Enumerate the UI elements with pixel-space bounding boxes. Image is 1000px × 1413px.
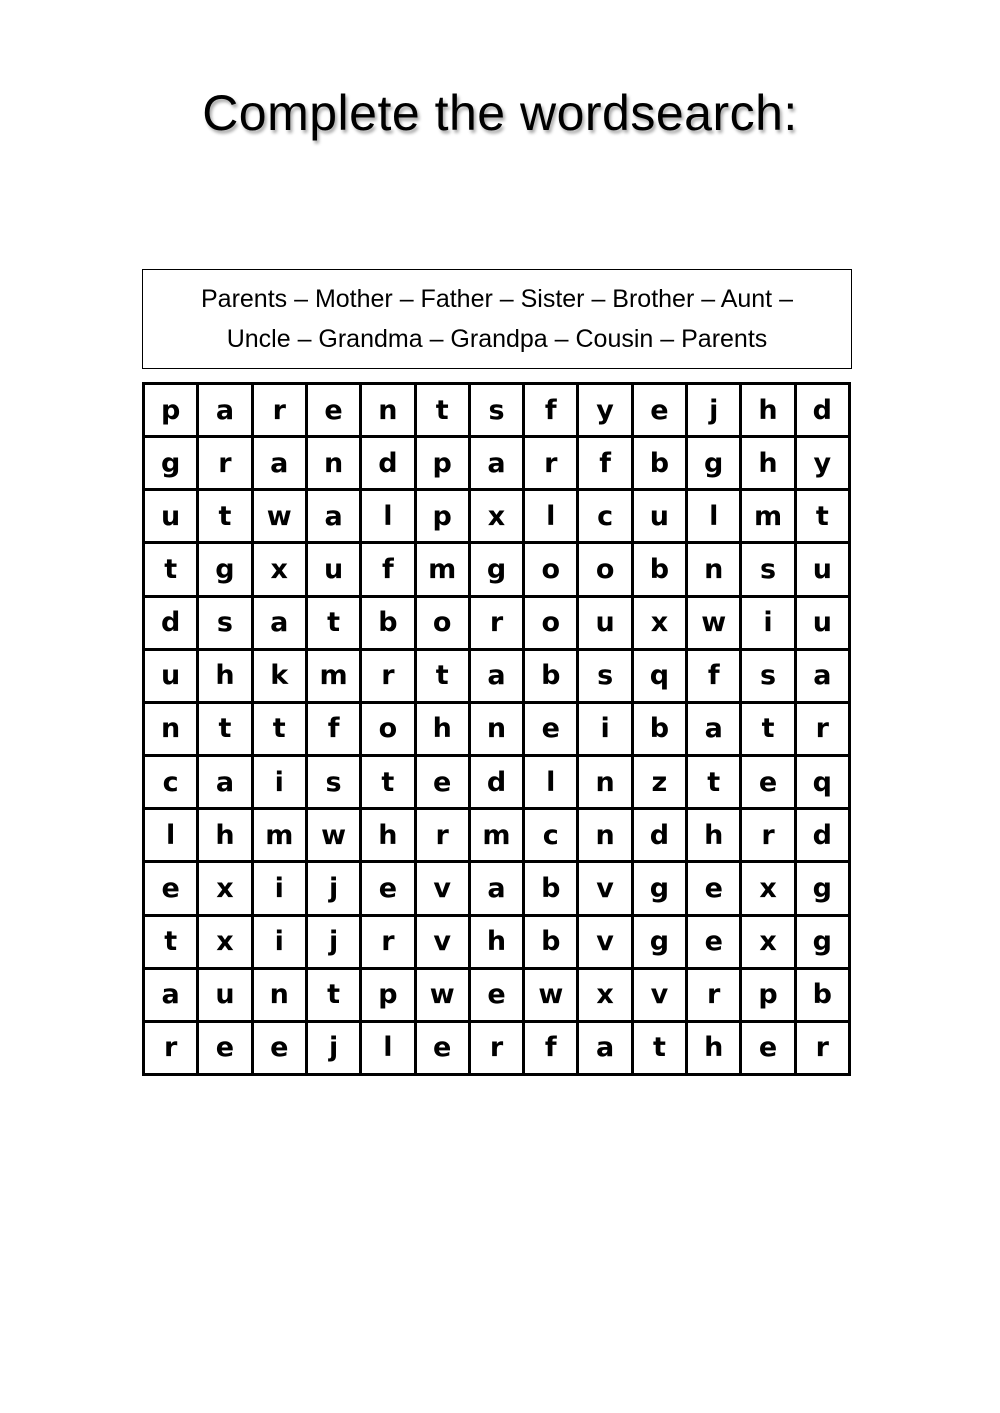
grid-cell[interactable]: s [308, 757, 359, 807]
grid-cell[interactable]: j [688, 385, 739, 435]
word-list-line-1: Parents – Mother – Father – Sister – Brother – Aunt – [201, 285, 793, 313]
grid-cell[interactable]: g [634, 917, 685, 967]
grid-cell[interactable]: h [199, 810, 250, 860]
grid-cell[interactable]: q [797, 757, 848, 807]
grid-cell[interactable]: b [797, 970, 848, 1020]
grid-cell[interactable]: x [254, 544, 305, 594]
grid-cell[interactable]: r [471, 598, 522, 648]
grid-cell[interactable]: l [145, 810, 196, 860]
grid-cell[interactable]: e [362, 863, 413, 913]
grid-cell[interactable]: x [742, 863, 793, 913]
grid-cell[interactable]: j [308, 1023, 359, 1073]
grid-cell[interactable]: h [688, 810, 739, 860]
grid-cell[interactable]: o [417, 598, 468, 648]
grid-cell[interactable]: r [688, 970, 739, 1020]
grid-cell[interactable]: h [362, 810, 413, 860]
grid-cell[interactable]: x [199, 863, 250, 913]
grid-cell[interactable]: n [471, 704, 522, 754]
grid-cell[interactable]: p [417, 491, 468, 541]
grid-cell[interactable]: t [145, 544, 196, 594]
grid-cell[interactable]: b [362, 598, 413, 648]
grid-cell[interactable]: x [634, 598, 685, 648]
grid-cell[interactable]: d [145, 598, 196, 648]
grid-cell[interactable]: h [742, 438, 793, 488]
grid-cell[interactable]: s [471, 385, 522, 435]
grid-cell[interactable]: e [199, 1023, 250, 1073]
grid-cell[interactable]: b [525, 863, 576, 913]
grid-cell[interactable]: h [417, 704, 468, 754]
grid-cell[interactable]: e [742, 757, 793, 807]
grid-cell[interactable]: u [634, 491, 685, 541]
grid-cell[interactable]: t [688, 757, 739, 807]
grid-cell[interactable]: e [742, 1023, 793, 1073]
grid-cell[interactable]: h [199, 651, 250, 701]
wordsearch-grid [142, 382, 851, 1076]
grid-cell[interactable]: a [199, 385, 250, 435]
grid-cell[interactable]: m [742, 491, 793, 541]
grid-cell[interactable]: t [145, 917, 196, 967]
grid-cell[interactable]: f [579, 438, 630, 488]
grid-cell[interactable]: i [742, 598, 793, 648]
page-title: Complete the wordsearch: [202, 85, 798, 141]
grid-cell[interactable]: t [308, 970, 359, 1020]
grid-cell[interactable]: a [471, 651, 522, 701]
grid-cell[interactable]: w [688, 598, 739, 648]
grid-cell[interactable]: p [742, 970, 793, 1020]
grid-cell[interactable]: r [471, 1023, 522, 1073]
grid-cell[interactable]: r [362, 917, 413, 967]
grid-cell[interactable]: j [308, 863, 359, 913]
grid-cell[interactable]: d [797, 810, 848, 860]
grid-cell[interactable]: r [362, 651, 413, 701]
grid-cell[interactable]: r [797, 1023, 848, 1073]
grid-cell[interactable]: d [362, 438, 413, 488]
grid-cell[interactable]: f [525, 385, 576, 435]
grid-cell[interactable]: t [254, 704, 305, 754]
grid-cell[interactable]: x [471, 491, 522, 541]
grid-cell[interactable]: n [579, 810, 630, 860]
grid-cell[interactable]: b [525, 651, 576, 701]
grid-cell[interactable]: b [634, 438, 685, 488]
grid-cell[interactable]: g [797, 863, 848, 913]
grid-cell[interactable]: a [254, 438, 305, 488]
grid-cell[interactable]: a [199, 757, 250, 807]
grid-cell[interactable]: d [634, 810, 685, 860]
grid-cell[interactable]: l [362, 1023, 413, 1073]
grid-cell[interactable]: i [254, 863, 305, 913]
grid-cell[interactable]: n [579, 757, 630, 807]
grid-cell[interactable]: p [417, 438, 468, 488]
grid-cell[interactable]: v [417, 863, 468, 913]
grid-cell[interactable]: o [525, 544, 576, 594]
grid-cell[interactable]: x [742, 917, 793, 967]
grid-cell[interactable]: i [254, 917, 305, 967]
grid-cell[interactable]: v [579, 917, 630, 967]
grid-cell[interactable]: a [579, 1023, 630, 1073]
grid-cell[interactable]: u [199, 970, 250, 1020]
grid-cell[interactable]: s [742, 544, 793, 594]
grid-cell[interactable]: e [471, 970, 522, 1020]
grid-cell[interactable]: t [199, 491, 250, 541]
grid-cell[interactable]: c [145, 757, 196, 807]
grid-cell[interactable]: s [199, 598, 250, 648]
grid-cell[interactable]: a [145, 970, 196, 1020]
grid-cell[interactable]: r [525, 438, 576, 488]
grid-cell[interactable]: f [688, 651, 739, 701]
grid-cell[interactable]: h [742, 385, 793, 435]
grid-cell[interactable]: g [471, 544, 522, 594]
grid-cell[interactable]: l [525, 491, 576, 541]
grid-cell[interactable]: m [471, 810, 522, 860]
grid-cell[interactable]: u [145, 491, 196, 541]
grid-cell[interactable]: n [308, 438, 359, 488]
grid-cell[interactable]: n [688, 544, 739, 594]
grid-cell[interactable]: d [471, 757, 522, 807]
grid-cell[interactable]: u [308, 544, 359, 594]
grid-cell[interactable]: m [417, 544, 468, 594]
grid-cell[interactable]: z [634, 757, 685, 807]
grid-cell[interactable]: e [417, 757, 468, 807]
grid-cell[interactable]: c [525, 810, 576, 860]
grid-cell[interactable]: y [797, 438, 848, 488]
grid-cell[interactable]: a [254, 598, 305, 648]
grid-cell[interactable]: v [634, 970, 685, 1020]
word-list-box [142, 269, 852, 369]
grid-cell[interactable]: a [308, 491, 359, 541]
grid-cell[interactable]: i [254, 757, 305, 807]
grid-cell[interactable]: t [797, 491, 848, 541]
grid-cell[interactable]: n [145, 704, 196, 754]
grid-cell[interactable]: w [525, 970, 576, 1020]
grid-cell[interactable]: x [199, 917, 250, 967]
grid-cell[interactable]: e [254, 1023, 305, 1073]
grid-cell[interactable]: h [471, 917, 522, 967]
grid-cell[interactable]: l [688, 491, 739, 541]
grid-cell[interactable]: l [525, 757, 576, 807]
grid-cell[interactable]: f [308, 704, 359, 754]
grid-cell[interactable]: m [308, 651, 359, 701]
grid-cell[interactable]: a [471, 863, 522, 913]
grid-cell[interactable]: t [308, 598, 359, 648]
grid-cell[interactable]: w [254, 491, 305, 541]
grid-cell[interactable]: t [199, 704, 250, 754]
grid-cell[interactable]: g [797, 917, 848, 967]
grid-cell[interactable]: g [199, 544, 250, 594]
grid-cell[interactable]: r [254, 385, 305, 435]
grid-cell[interactable]: e [688, 863, 739, 913]
grid-cell[interactable]: q [634, 651, 685, 701]
grid-cell[interactable]: f [362, 544, 413, 594]
grid-cell[interactable]: t [417, 651, 468, 701]
grid-cell[interactable]: n [362, 385, 413, 435]
grid-cell[interactable]: w [308, 810, 359, 860]
grid-cell[interactable]: o [525, 598, 576, 648]
grid-cell[interactable]: d [797, 385, 848, 435]
grid-cell[interactable]: w [417, 970, 468, 1020]
grid-cell[interactable]: y [579, 385, 630, 435]
grid-cell[interactable]: m [254, 810, 305, 860]
grid-cell[interactable]: a [471, 438, 522, 488]
grid-cell[interactable]: p [145, 385, 196, 435]
grid-cell[interactable]: e [525, 704, 576, 754]
grid-cell[interactable]: b [634, 544, 685, 594]
grid-cell[interactable]: o [579, 544, 630, 594]
grid-cell[interactable]: g [688, 438, 739, 488]
grid-cell[interactable]: u [797, 544, 848, 594]
grid-cell[interactable]: o [362, 704, 413, 754]
grid-cell[interactable]: a [688, 704, 739, 754]
grid-cell[interactable]: p [362, 970, 413, 1020]
grid-cell[interactable]: g [634, 863, 685, 913]
grid-cell[interactable]: f [525, 1023, 576, 1073]
grid-cell[interactable]: u [579, 598, 630, 648]
grid-cell[interactable]: u [797, 598, 848, 648]
grid-cell[interactable]: r [145, 1023, 196, 1073]
grid-cell[interactable]: k [254, 651, 305, 701]
word-list-line-2: Uncle – Grandma – Grandpa – Cousin – Parents [226, 325, 768, 353]
grid-cell[interactable]: t [742, 704, 793, 754]
grid-cell[interactable]: a [797, 651, 848, 701]
grid-cell[interactable]: v [579, 863, 630, 913]
grid-cell[interactable]: t [417, 385, 468, 435]
grid-cell[interactable]: e [688, 917, 739, 967]
grid-cell[interactable]: s [742, 651, 793, 701]
grid-cell[interactable]: i [579, 704, 630, 754]
grid-cell[interactable]: s [579, 651, 630, 701]
grid-cell[interactable]: g [145, 438, 196, 488]
grid-cell[interactable]: r [199, 438, 250, 488]
grid-cell[interactable]: b [634, 704, 685, 754]
grid-cell[interactable]: l [362, 491, 413, 541]
grid-cell[interactable]: r [742, 810, 793, 860]
grid-cell[interactable]: r [417, 810, 468, 860]
grid-cell[interactable]: b [525, 917, 576, 967]
grid-cell[interactable]: e [145, 863, 196, 913]
grid-cell[interactable]: j [308, 917, 359, 967]
grid-cell[interactable]: c [579, 491, 630, 541]
grid-cell[interactable]: n [254, 970, 305, 1020]
grid-cell[interactable]: e [308, 385, 359, 435]
grid-cell[interactable]: v [417, 917, 468, 967]
grid-cell[interactable]: r [797, 704, 848, 754]
grid-cell[interactable]: e [417, 1023, 468, 1073]
grid-cell[interactable]: x [579, 970, 630, 1020]
grid-cell[interactable]: t [362, 757, 413, 807]
grid-cell[interactable]: h [688, 1023, 739, 1073]
grid-cell[interactable]: u [145, 651, 196, 701]
grid-cell[interactable]: t [634, 1023, 685, 1073]
grid-cell[interactable]: e [634, 385, 685, 435]
